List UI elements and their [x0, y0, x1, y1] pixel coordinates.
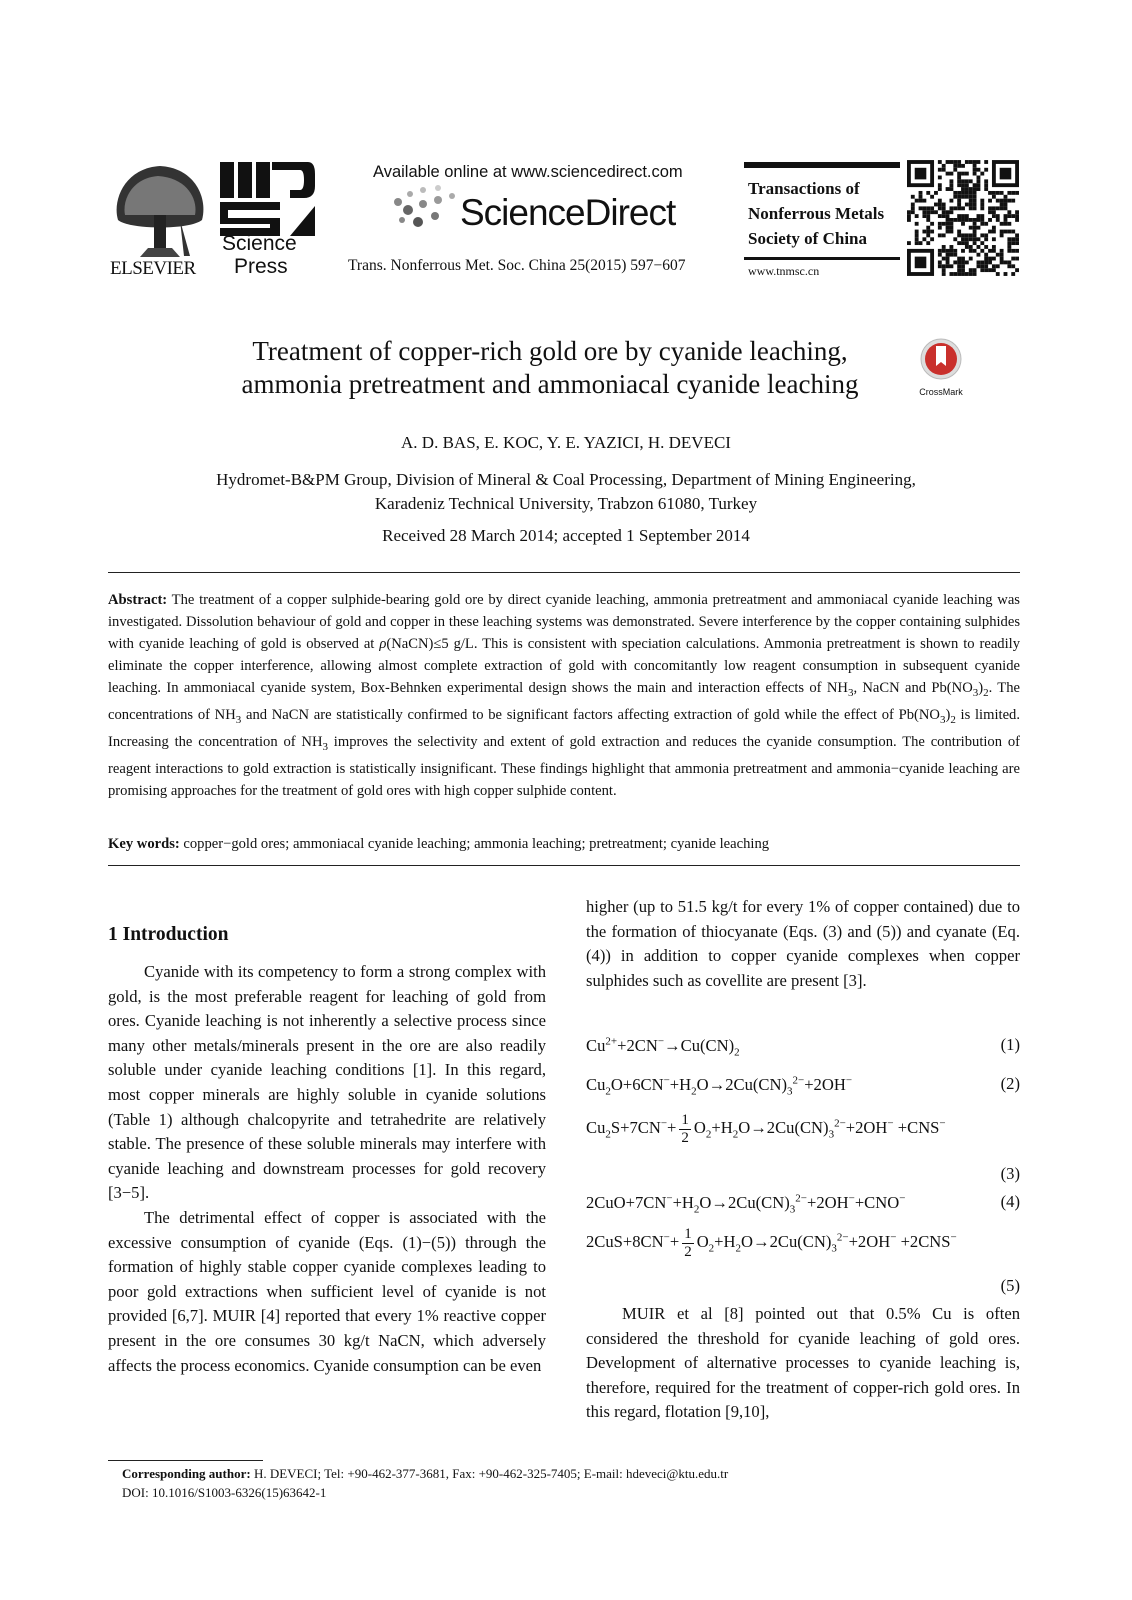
abstract-label: Abstract:	[108, 592, 168, 608]
crossmark-label: CrossMark	[919, 387, 963, 397]
doi: DOI: 10.1016/S1003-6326(15)63642-1	[122, 1485, 327, 1500]
fraction-half: $\frac{1}{2}$	[681, 1112, 689, 1146]
equation-1-formula: $Cu^{2+}+2CN^-\to Cu(CN)_2$	[586, 1035, 740, 1058]
abstract-text-8: is limited. Increasing the concentration of NH	[108, 706, 1020, 750]
abstract-sub: 2	[983, 686, 989, 699]
right-column	[586, 895, 1020, 993]
affiliation-line-2: Karadeniz Technical University, Trabzon 61080, Turkey	[374, 494, 758, 513]
footnote-rule	[108, 1460, 263, 1461]
abstract-rho: ρ	[379, 636, 387, 652]
corresponding-author	[122, 1464, 728, 1483]
crossmark-icon	[912, 338, 970, 382]
section-heading: 1 Introduction	[108, 924, 229, 945]
equation-4	[586, 1192, 1020, 1215]
journal-box-line-3: Society of China	[748, 229, 867, 248]
science-press-wordmark	[222, 232, 297, 278]
fraction-half: $\frac{1}{2}$	[684, 1226, 692, 1260]
title-line-2: ammonia pretreatment and ammoniacal cyanide leaching	[241, 369, 859, 399]
equation-5	[586, 1226, 1020, 1295]
abstract-text-1: The treatment of a copper sulphide-bearing gold ore by direct cyanide leaching, ammonia pretreatment and ammoniacal cyanide leaching was investigated. Dissolution behaviour of gold and copper in these leaching systems was demonstrated. Severe interference by the copper containing sulphides with cyanide leaching of gold is observed at	[108, 592, 1020, 652]
elsevier-wordmark: ELSEVIER	[110, 258, 196, 279]
abstract-sub: 3	[939, 713, 946, 726]
article-title	[160, 335, 940, 401]
abstract-text-4: )	[978, 680, 984, 696]
authors: A. D. BAS, E. KOC, Y. E. YAZICI, H. DEVECI	[401, 433, 731, 452]
sciencedirect-wordmark: ScienceDirect	[460, 192, 676, 233]
equation-5-formula: 2CuS+8CN−+ $\frac{1}{2}$ $O_2+H_2O\to 2Cu(CN)_3^{2-}+2OH^- +2CNS^-$	[586, 1226, 957, 1260]
equation-4-formula: $2CuO+7CN^-+H_2O\to 2Cu(CN)_3^{2-}+2OH^-+CNO^-$	[586, 1192, 906, 1215]
abstract-sub: 3	[972, 686, 979, 699]
received-dates: Received 28 March 2014; accepted 1 September 2014	[382, 526, 750, 545]
right-column-continued	[586, 1302, 1020, 1425]
abstract-sub: 3	[322, 740, 328, 753]
sciencedirect-dots-icon	[390, 182, 465, 232]
journal-url: www.tnmsc.cn	[748, 264, 820, 278]
available-online-text: Available online at www.sciencedirect.com	[373, 163, 683, 181]
journal-box-bottom-bar	[744, 257, 900, 260]
corresponding-details: H. DEVECI; Tel: +90-462-377-3681, Fax: +90-462-325-7405; E-mail: hdeveci@ktu.edu.tr	[250, 1466, 729, 1481]
journal-citation: Trans. Nonferrous Met. Soc. China 25(2015) 597−607	[348, 257, 686, 274]
crossmark-badge[interactable]	[912, 338, 970, 396]
equation-3-number: (3)	[1000, 1164, 1020, 1183]
intro-paragraph-1: Cyanide with its competency to form a strong complex with gold, is the most preferable reagent for leaching of gold from ores. Cyanide leaching is not inherently a selective process since many other metals/minerals present in the ore are also readily soluble under cyanide leaching conditions [1]. In this regard, most copper minerals are highly soluble in cyanide solutions (Table 1) although chalcopyrite and tetrahedrite are relatively stable. The presence of these soluble minerals may interfere with cyanide leaching and downstream processes for gold recovery [3−5].	[108, 962, 546, 1203]
equation-1	[586, 1035, 1020, 1058]
affiliation-line-1: Hydromet-B&PM Group, Division of Mineral & Coal Processing, Department of Mining Engineering,	[216, 470, 916, 489]
abstract-text-7: )	[945, 706, 951, 723]
science-press-logo	[220, 162, 315, 237]
abstract-sub: 2	[950, 713, 956, 726]
abstract-text-3: , NaCN and Pb(NO	[853, 680, 973, 696]
intro-paragraph-2: The detrimental effect of copper is associated with the excessive consumption of cyanide (Eqs. (1)−(5)) through the formation of highly stable copper cyanide complexes leading to poor gold extractions when sufficient level of cyanide is not provided [6,7]. MUIR [4] reported that every 1% reactive copper present in the ore consumes 30 kg/t NaCN, which adversely affects the process economics. Cyanide consumption can be even	[108, 1207, 546, 1375]
divider-top	[108, 572, 1020, 573]
abstract-text-6: and NaCN are statistically confirmed to be significant factors affecting extraction of gold while the effect of Pb(NO	[241, 706, 940, 723]
equation-3	[586, 1112, 1020, 1183]
corresponding-label: Corresponding author:	[122, 1466, 251, 1481]
keywords-text: copper−gold ores; ammoniacal cyanide leaching; ammonia leaching; pretreatment; cyanide leaching	[179, 836, 770, 852]
equation-2	[586, 1074, 1020, 1097]
press-line-2: Press	[234, 255, 288, 278]
equation-2-formula: $Cu_2O+6CN^-+H_2O\to 2Cu(CN)_3^{2-}+2OH^-$	[586, 1074, 853, 1097]
title-line-1: Treatment of copper-rich gold ore by cyanide leaching,	[252, 336, 848, 366]
abstract-sub: 3	[235, 713, 242, 726]
equation-1-number: (1)	[1000, 1035, 1020, 1054]
equation-5-number: (5)	[1000, 1276, 1020, 1295]
abstract	[108, 589, 1020, 802]
journal-box-line-2: Nonferrous Metals	[748, 204, 885, 223]
divider-bottom	[108, 865, 1020, 866]
abstract-sub: 3	[847, 686, 854, 699]
keywords-label: Key words:	[108, 836, 180, 852]
equation-4-number: (4)	[1000, 1192, 1020, 1211]
abstract-text-5: . The concentrations of NH	[108, 680, 1020, 723]
abstract-text-9: improves the selectivity and extent of gold extraction and reduces the cyanide consumption. The contribution of reagent interactions to gold extraction is statistically insignificant. These findings highlight that ammonia pretreatment and ammonia−cyanide leaching are promising approaches for the treatment of gold ores with high copper sulphide content.	[108, 733, 1020, 799]
left-column	[108, 960, 546, 1378]
qr-code-icon	[907, 160, 1019, 276]
abstract-text-2: (NaCN)≤5 g/L. This is consistent with speciation calculations. Ammonia pretreatment is shown to readily eliminate the copper interference, allowing almost complete extraction of gold with concomitantly low reagent consumption in subsequent cyanide leaching. In ammoniacal cyanide system, Box-Behnken experimental design shows the main and interaction effects of NH	[108, 636, 1020, 696]
intro-paragraph-4: MUIR et al [8] pointed out that 0.5% Cu is often considered the threshold for cyanide leaching of gold ores. Development of alternative processes to cyanide leaching is, therefore, required for the treatment of copper-rich gold ores. In this regard, flotation [9,10],	[586, 1304, 1020, 1422]
journal-box-line-1: Transactions of	[748, 179, 860, 198]
keywords	[108, 833, 1020, 855]
equation-3-formula: $Cu_2S+7CN^-+$ $\frac{1}{2}$ $O_2+H_2O\to 2Cu(CN)_3^{2-}+2OH^- +CNS^-$	[586, 1112, 946, 1146]
press-line-1: Science	[222, 232, 297, 255]
journal-box-top-bar	[744, 162, 900, 168]
footnote	[122, 1464, 728, 1502]
affiliation	[150, 468, 982, 516]
intro-paragraph-3: higher (up to 51.5 kg/t for every 1% of copper contained) due to the formation of thiocyanate (Eqs. (3) and (5)) and cyanate (Eq. (4)) in addition to copper cyanide complexes when copper sulphides such as covellite are present [3].	[586, 897, 1020, 990]
journal-box-title	[748, 176, 908, 251]
equation-2-number: (2)	[1000, 1074, 1020, 1093]
